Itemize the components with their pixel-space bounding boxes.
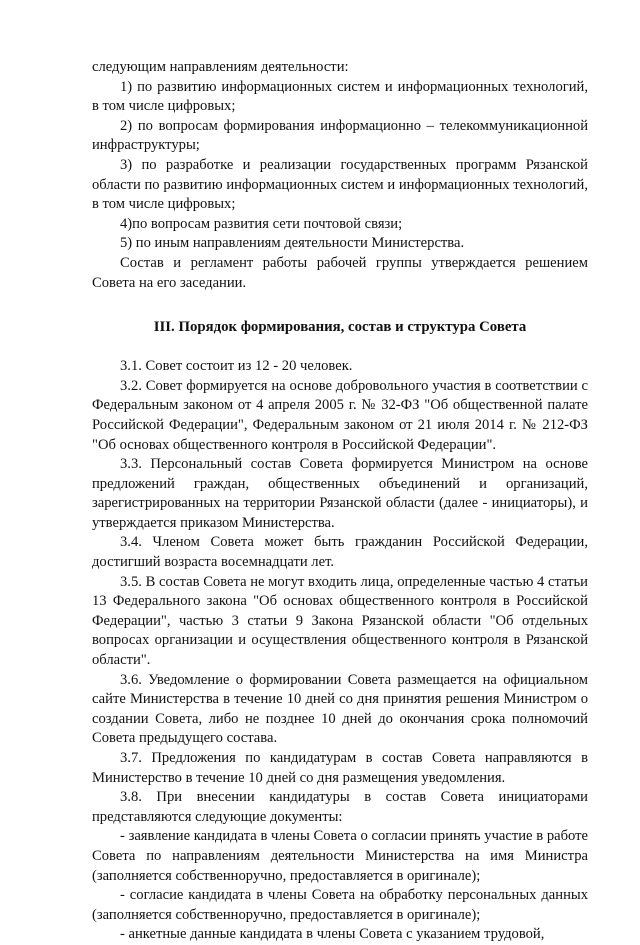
- document-list-item: - согласие кандидата в члены Совета на обработку персональных данных (заполняется собственноручно, предоставляется в оригинале);: [92, 887, 588, 923]
- clause-3-8: 3.8. При внесении кандидатуры в состав Совета инициаторами представляются следующие документы:: [92, 789, 588, 825]
- list-item: 4)по вопросам развития сети почтовой связи;: [120, 215, 403, 232]
- clause-3-6: 3.6. Уведомление о формировании Совета размещается на официальном сайте Министерства в течение 10 дней со дня принятия решения Министром о создании Совета, либо не позднее 10 дней до окончания срока полномочий Совета предыдущего состава.: [92, 671, 588, 747]
- clause-3-7: 3.7. Предложения по кандидатурам в состав Совета направляются в Министерство в течение 10 дней со дня размещения уведомления.: [92, 750, 588, 786]
- clause-3-4: 3.4. Членом Совета может быть гражданин Российской Федерации, достигший возраста восемнадцати лет.: [92, 534, 588, 571]
- list-item: 3) по разработке и реализации государственных программ Рязанской области по развитию информационных систем и информационных технологий, в том числе цифровых;: [92, 156, 588, 213]
- clause-3-5: 3.5. В состав Совета не могут входить лица, определенные частью 4 статьи 13 Федерального закона "Об основах общественного контроля в Российской Федерации", частью 3 статьи 9 Закона Рязанской области "Об отдельных вопросах организации и осуществления общественного контроля в Рязанской области".: [92, 573, 588, 669]
- document-list-item: - анкетные данные кандидата в члены Совета с указанием трудовой,: [120, 926, 545, 943]
- clause-3-3: 3.3. Персональный состав Совета формируется Министром на основе предложений граждан, общественных объединений и организаций, зарегистрированных на территории Рязанской области (далее - инициаторы), и утверждается приказом Министерства.: [92, 456, 588, 531]
- clause-3-2: 3.2. Совет формируется на основе добровольного участия в соответствии с Федеральным законом от 4 апреля 2005 г. № 32-ФЗ "Об общественной палате Российской Федерации", Федеральным законом от 21 июля 2014 г. № 212-ФЗ "Об основах общественного контроля в Российской Федерации".: [92, 377, 588, 453]
- composition-paragraph: Состав и регламент работы рабочей группы утверждается решением Совета на его заседании.: [92, 254, 588, 291]
- clause-3-1: 3.1. Совет состоит из 12 - 20 человек.: [120, 358, 353, 375]
- intro-line: следующим направлениям деятельности:: [92, 59, 349, 75]
- section-heading: III. Порядок формирования, состав и структура Совета: [153, 319, 527, 336]
- document-list-item: - заявление кандидата в члены Совета о согласии принять участие в работе Совета по направлениям деятельности Министерства на имя Министра (заполняется собственноручно, предоставляется в оригинале);: [92, 828, 588, 884]
- list-item: 2) по вопросам формирования информационно – телекоммуникационной инфраструктуры;: [92, 117, 588, 154]
- list-item: 1) по развитию информационных систем и информационных технологий, в том числе цифровых;: [92, 78, 588, 115]
- list-item: 5) по иным направлениям деятельности Министерства.: [120, 235, 465, 252]
